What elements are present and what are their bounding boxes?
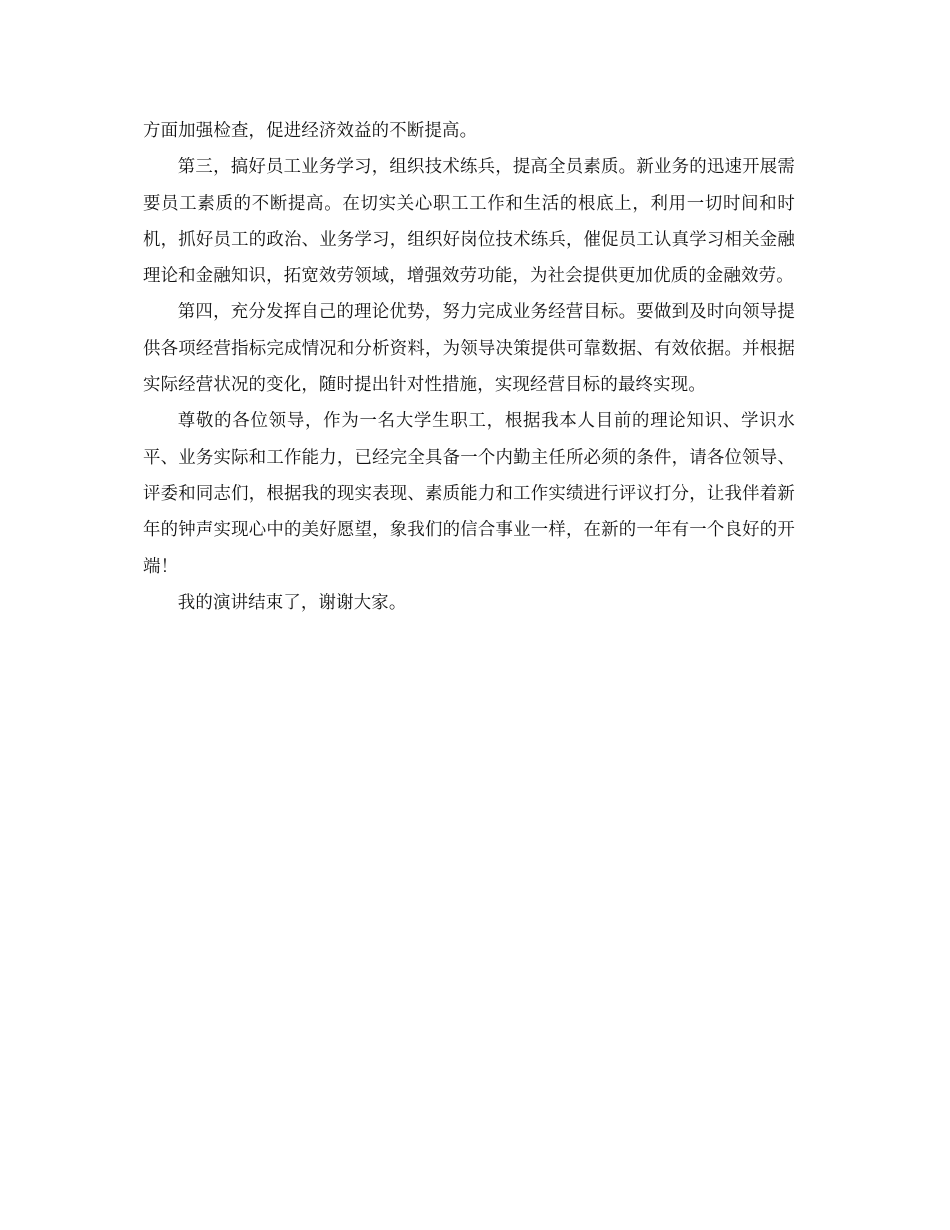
- paragraph-third-point: 第三，搞好员工业务学习，组织技术练兵，提高全员素质。新业务的迅速开展需要员工素质的不断提高。在切实关心职工工作和生活的根底上，利用一切时间和时机，抓好员工的政治、业务学习，组织好岗位技术练兵，催促员工认真学习相关金融理论和金融知识，拓宽效劳领域，增强效劳功能，为社会提供更加优质的金融效劳。: [143, 157, 795, 287]
- paragraph-appeal: 尊敬的各位领导，作为一名大学生职工，根据我本人目前的理论知识、学识水平、业务实际和工作能力，已经完全具备一个内勤主任所必须的条件，请各位领导、评委和同志们，根据我的现实表现、素质能力和工作实绩进行评议打分，让我伴着新年的钟声实现心中的美好愿望，象我们的信合事业一样，在新的一年有一个良好的开端！: [143, 411, 795, 577]
- paragraph-continuation: 方面加强检查，促进经济效益的不断提高。: [143, 121, 478, 141]
- paragraph-fourth-point: 第四，充分发挥自己的理论优势，努力完成业务经营目标。要做到及时向领导提供各项经营指标完成情况和分析资料，为领导决策提供可靠数据、有效依据。并根据实际经营状况的变化，随时提出针对性措施，实现经营目标的最终实现。: [143, 302, 795, 396]
- document-body: [143, 113, 795, 621]
- paragraph-closing: 我的演讲结束了，谢谢大家。: [177, 592, 407, 613]
